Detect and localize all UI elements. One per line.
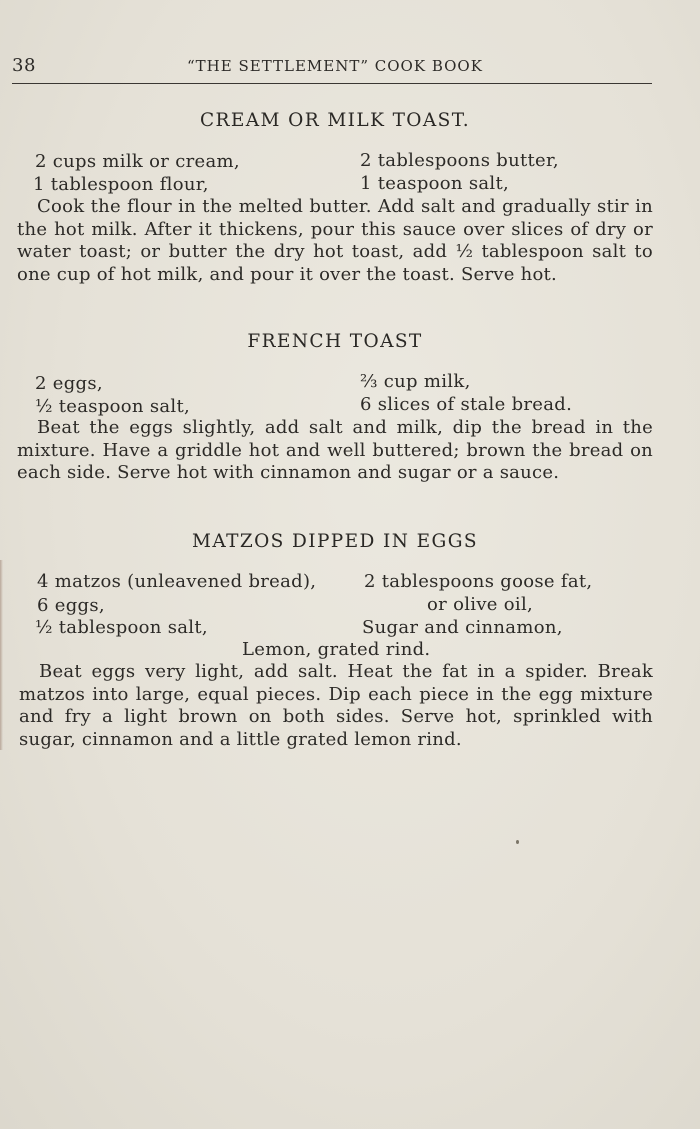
ingredient-item: 2 eggs, — [35, 373, 103, 394]
ingredient-item: 1 teaspoon salt, — [360, 173, 510, 194]
recipe-title-cream-or-milk-toast: CREAM OR MILK TOAST. — [199, 110, 471, 131]
running-header — [12, 55, 652, 79]
header-rule — [12, 83, 652, 84]
ingredient-item: 4 matzos (unleavened bread), — [37, 571, 317, 592]
book-title: “THE SETTLEMENT” COOK BOOK — [187, 57, 483, 75]
ingredient-item: 1 tablespoon flour, — [33, 174, 209, 195]
ingredient-item: Lemon, grated rind. — [242, 639, 431, 660]
page-number: 38 — [12, 55, 36, 76]
recipe-directions: Beat the eggs slightly, add salt and milk, dip the bread in the mixture. Have a griddle hot and well buttered; brown the bread on each side. Serve hot with cinnamon and sugar or a sauce. — [17, 417, 653, 484]
ingredient-item: ½ teaspoon salt, — [35, 396, 191, 417]
page-binding-edge — [0, 560, 3, 750]
recipe-title-matzos-dipped-in-eggs: MATZOS DIPPED IN EGGS — [192, 531, 478, 552]
ingredient-item: ½ tablespoon salt, — [35, 617, 208, 638]
ingredient-item: ⅔ cup milk, — [360, 371, 471, 392]
ingredient-item: Sugar and cinnamon, — [362, 617, 563, 638]
ingredient-item: 6 eggs, — [37, 595, 105, 616]
ingredient-item: 6 slices of stale bread. — [360, 394, 573, 415]
paper-speck — [516, 840, 519, 844]
recipe-directions: Cook the flour in the melted butter. Add salt and gradually stir in the hot milk. After it thickens, pour this sauce over slices of dry or water toast; or butter the dry hot toast, add ½ tablespoon salt to one cup of hot milk, and pour it over the toast. Serve hot. — [17, 196, 653, 285]
recipe-directions: Beat eggs very light, add salt. Heat the fat in a spider. Break matzos into large, equal pieces. Dip each piece in the egg mixture and fry a light brown on both sides. Serve hot, sprinkled with sugar, cinnamon and a little grated lemon rind. — [19, 661, 653, 750]
recipe-title-french-toast: FRENCH TOAST — [247, 331, 423, 352]
ingredient-item: 2 tablespoons butter, — [360, 150, 559, 171]
ingredient-item: or olive oil, — [427, 594, 534, 615]
ingredient-item: 2 cups milk or cream, — [35, 151, 240, 172]
ingredient-item: 2 tablespoons goose fat, — [364, 571, 593, 592]
